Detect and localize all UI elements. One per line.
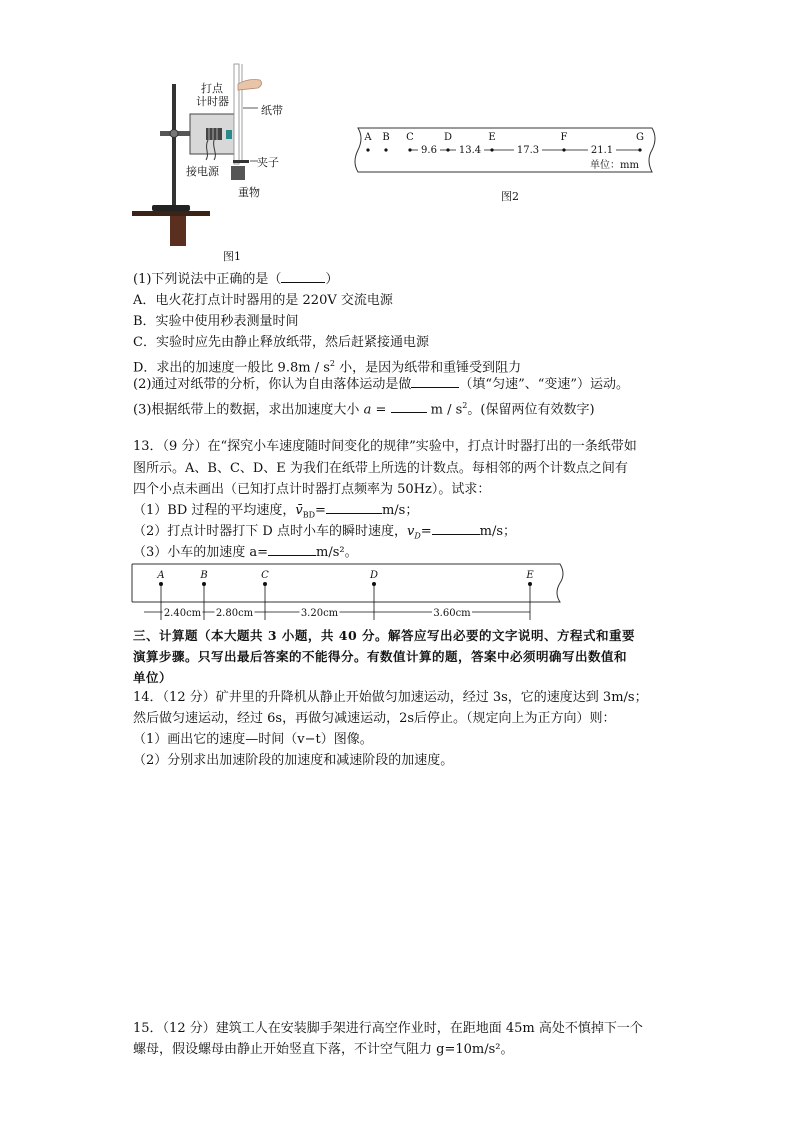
q13-line2: 图所示。A、B、C、D、E 为我们在纸带上所选的计数点。每相邻的两个计数点之间有: [133, 461, 628, 476]
q13-point-label-E: E: [526, 570, 534, 581]
tape-dot-A: [366, 148, 369, 151]
weight: [231, 166, 245, 180]
section3-line1: 三、计算题（本大题共 3 小题，共 40 分。解答应写出必要的文字说明、方程式和重要: [133, 628, 636, 643]
q13-tape-drawing: [128, 560, 568, 622]
tape-unit-label: 单位：mm: [590, 160, 639, 171]
figure-1: [130, 62, 290, 262]
tape-dot-B: [384, 148, 387, 151]
q12-part2: (2)通过对纸带的分析，你认为自由落体运动是做 （填“匀速”、“变速”）运动。: [133, 377, 630, 392]
label-weight: 重物: [238, 186, 260, 199]
tape-point-label-C: C: [406, 132, 414, 143]
tape-point-label-E: E: [488, 132, 496, 143]
q13-segment-label-3: 3.20cm: [300, 608, 339, 619]
q12-part3: (3)根据纸带上的数据，求出加速度大小 $a = m / s^2$。(保留两位有效数字): [133, 401, 595, 418]
q12-option-d: D．求出的加速度一般比 $9.8m / s^2$ 小，是因为纸带和重锤受到阻力: [133, 359, 522, 376]
clip: [233, 160, 249, 163]
q13-blank1[interactable]: [326, 501, 382, 514]
label-tape: 纸带: [261, 104, 283, 117]
label-timer-line1: 打点: [201, 82, 223, 95]
section3-line2: 演算步骤。只写出最后答案的不能得分。有数值计算的题，答案中必须明确写出数值和: [133, 649, 628, 664]
q13-segment-label-4: 3.60cm: [433, 608, 471, 619]
tape-point-label-A: A: [364, 132, 372, 143]
q12-blank3[interactable]: [391, 400, 427, 413]
tape-point-label-D: D: [443, 132, 453, 143]
q13-line1: 13．（9 分）在“探究小车速度随时间变化的规律”实验中，打点计时器打出的一条纸带如: [133, 439, 637, 454]
figure-1-caption: 图1: [223, 250, 241, 263]
table-top: [132, 211, 210, 216]
q14-line2: 然后做匀速运动，经过 6s，再做匀减速运动，2s后停止。（规定向上为正方向）则：: [133, 711, 616, 726]
q14-line1: 14．（12 分）矿井里的升降机从静止开始做匀加速运动，经过 3s，它的速度达到 3m/s；: [133, 690, 648, 705]
q13-point-label-B: B: [200, 570, 208, 581]
timer-plate: [226, 130, 232, 139]
tape-segment-label-2: 13.4: [458, 145, 482, 156]
q13-line3: 四个小点未画出（已知打点计时器打点频率为 50Hz）。试求：: [133, 482, 491, 497]
clamp-knob: [170, 130, 178, 138]
figure-2-tape: [352, 122, 664, 182]
q13-sub1: （1）BD 过程的平均速度，$v̄_{BD}= m/s$；: [133, 503, 419, 520]
q13-sub2: （2）打点计时器打下 D 点时小车的瞬时速度，$v_D= m/s$；: [133, 524, 517, 541]
figure-2-caption: 图2: [501, 190, 519, 203]
q13-tape-figure: [128, 560, 568, 622]
q13-segment-label-2: 2.80cm: [215, 608, 254, 619]
q13-segment-label-1: 2.40cm: [163, 608, 202, 619]
q14-line4: （2）分别求出加速阶段的加速度和减速阶段的加速度。: [133, 753, 454, 768]
tape-point-label-F: F: [560, 132, 568, 143]
q13-blank3[interactable]: [268, 543, 316, 556]
q13-point-label-A: A: [157, 570, 165, 581]
q13-sub3: （3）小车的加速度 a= m/s²。: [133, 545, 358, 560]
stand-base-top: [152, 205, 190, 211]
section3-line3: 单位）: [133, 670, 173, 685]
q15-line1: 15．（12 分）建筑工人在安装脚手架进行高空作业时，在距地面 45m 高处不慎掉下一个: [133, 1021, 643, 1036]
tape-segment-label-3: 17.3: [516, 145, 540, 156]
label-clip: 夹子: [257, 156, 279, 169]
q12-blank1[interactable]: [281, 270, 325, 283]
q12-part1: (1)下列说法中正确的是（ ）: [133, 272, 339, 287]
hand: [238, 80, 262, 91]
figure-2: [352, 122, 664, 204]
q13-point-label-C: C: [261, 570, 269, 581]
tape-point-label-G: G: [636, 132, 644, 143]
q12-option-b: B．实验中使用秒表测量时间: [133, 314, 299, 329]
q13-point-label-D: D: [369, 570, 379, 581]
tape-point-label-B: B: [382, 132, 390, 143]
q13-blank2[interactable]: [432, 522, 480, 535]
table-leg: [170, 216, 186, 246]
q15-line2: 螺母，假设螺母由静止开始竖直下落，不计空气阻力 g=10m/s²。: [133, 1042, 514, 1057]
q12-blank2[interactable]: [411, 375, 459, 388]
stand-rod: [172, 84, 176, 212]
q12-option-c: C．实验时应先由静止释放纸带，然后赶紧接通电源: [133, 335, 429, 350]
tape-segment-label-4: 21.1: [590, 145, 614, 156]
label-timer-line2: 计时器: [196, 95, 229, 108]
tape-segment-label-1: 9.6: [421, 145, 437, 156]
q14-line3: （1）画出它的速度—时间（v−t）图像。: [133, 732, 373, 747]
q12-option-a: A．电火花打点计时器用的是 220V 交流电源: [133, 293, 393, 308]
timer-coil: [206, 128, 222, 140]
paper-tape: [234, 64, 239, 164]
q13-tape-outline: [132, 564, 563, 602]
label-power: 接电源: [186, 165, 219, 178]
